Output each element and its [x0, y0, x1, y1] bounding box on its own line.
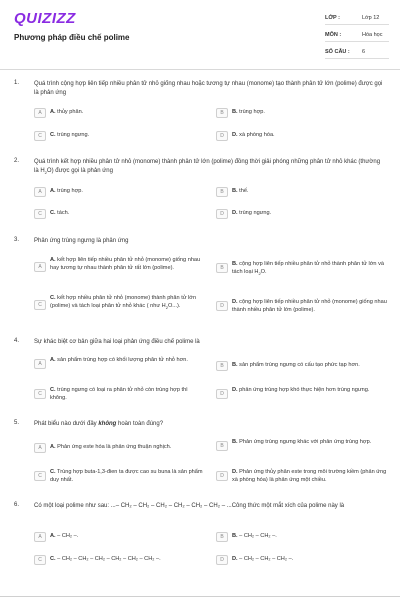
- worksheet-header: [0, 0, 400, 70]
- option-b[interactable]: [216, 438, 392, 451]
- option-text: thủy phân.: [57, 109, 84, 115]
- option-c[interactable]: [34, 294, 206, 311]
- meta-value: Hóa học: [362, 32, 383, 38]
- option-label: C.: [50, 210, 56, 216]
- question-number: 1.: [14, 80, 20, 86]
- option-label: C.: [50, 556, 56, 562]
- option-d[interactable]: [216, 555, 392, 565]
- option-text: thế.: [239, 188, 249, 194]
- option-c[interactable]: [34, 386, 206, 402]
- option-label: C.: [50, 132, 56, 138]
- option-label: C.: [50, 469, 56, 475]
- option-text: Phản ứng este hóa là phản ứng thuận nghịch.: [57, 444, 172, 450]
- option-letter: D: [216, 209, 228, 219]
- option-label: B.: [232, 439, 238, 445]
- option-c[interactable]: [34, 468, 206, 484]
- option-a[interactable]: [34, 256, 206, 272]
- option-letter: B: [216, 187, 228, 197]
- option-letter: A: [34, 532, 46, 542]
- divider: [325, 41, 389, 42]
- option-letter: C: [34, 555, 46, 565]
- option-letter: A: [34, 262, 46, 272]
- question-text: Quá trình cộng hợp liên tiếp nhiều phân tử nhỏ giống nhau hoặc tương tự nhau (monome) tạo thành phân tử lớn (polime) được gọi là phản ứng: [34, 81, 383, 96]
- option-a[interactable]: [34, 443, 206, 453]
- option-label: B.: [232, 533, 238, 539]
- page-title: Phương pháp điều chế polime: [14, 33, 130, 42]
- option-letter: D: [216, 131, 228, 141]
- option-d[interactable]: [216, 131, 388, 141]
- question-text: Sự khác biệt cơ bản giữa hai loại phản ứng điều chế polime là: [34, 339, 200, 345]
- meta-value: Lớp 12: [362, 15, 380, 21]
- option-b[interactable]: [216, 260, 392, 277]
- option-a[interactable]: [34, 187, 199, 197]
- option-text: cộng hợp liên tiếp nhiều phân tử nhỏ thành phân tử lớn và tách loại $H_2O$.: [232, 261, 384, 276]
- page-bottom-divider: [0, 596, 400, 597]
- option-text: – CH₂ – CH₂ –.: [239, 533, 277, 539]
- option-letter: C: [34, 471, 46, 481]
- option-letter: B: [216, 263, 228, 273]
- option-d[interactable]: [216, 468, 392, 484]
- option-text: cộng hợp liên tiếp nhiều phân tử nhỏ (monome) giống nhau thành nhiều phân tử lớn (polime).: [232, 299, 387, 313]
- option-letter: B: [216, 532, 228, 542]
- option-label: C.: [50, 295, 56, 301]
- option-letter: C: [34, 389, 46, 399]
- question-text: Phản ứng trùng ngưng là phản ứng: [34, 238, 129, 244]
- option-label: A.: [50, 257, 56, 263]
- option-letter: B: [216, 441, 228, 451]
- option-letter: B: [216, 108, 228, 118]
- option-text: xà phòng hóa.: [239, 132, 275, 138]
- option-c[interactable]: [34, 131, 199, 141]
- option-text: – CH₂ – CH₂ – CH₂ –.: [239, 556, 294, 562]
- question-number: 3.: [14, 237, 20, 243]
- option-text: kết hợp liên tiếp nhiều phân tử nhỏ (monome) giống nhau hay tương tự nhau thành phân tử rất lớn (polime).: [50, 257, 201, 271]
- option-label: D.: [232, 556, 238, 562]
- option-letter: A: [34, 359, 46, 369]
- option-text: phản ứng trùng hợp khó thực hiện hơn trùng ngưng.: [239, 387, 370, 393]
- question-text: Phát biểu nào dưới đây không hoàn toàn đúng?: [34, 421, 164, 427]
- question-text: Quá trình kết hợp nhiều phân tử nhỏ (monome) thành phân tử lớn (polime) đồng thời giải phóng những phân tử nhỏ khác (thường là $H_2O$) được gọi là phản ứng: [34, 159, 381, 175]
- meta-key: LỚP :: [325, 15, 340, 21]
- option-d[interactable]: [216, 386, 392, 399]
- option-text: Phản ứng trùng ngưng khác với phản ứng trùng hợp.: [239, 439, 372, 445]
- option-text: sản phẩm trùng ngưng có cấu tạo phức tạp hơn.: [239, 362, 360, 368]
- quizizz-logo[interactable]: QUIZIZZ: [14, 10, 76, 27]
- option-label: B.: [232, 261, 238, 267]
- option-text: Trùng hợp buta-1,3-đien ta được cao su buna là sản phẩm duy nhất.: [50, 469, 203, 483]
- option-letter: A: [34, 187, 46, 197]
- option-label: D.: [232, 387, 238, 393]
- option-label: B.: [232, 109, 238, 115]
- option-label: A.: [50, 357, 56, 363]
- question-text: Có một loại polime như sau: ...– CH₂ – CH₂ – CH₂ – CH₂ – CH₂ – CH₂ – ...Công thức một mắt xích của polime này là: [34, 503, 345, 509]
- option-a[interactable]: [34, 356, 206, 369]
- option-label: D.: [232, 210, 238, 216]
- meta-value: 6: [362, 49, 366, 55]
- option-text: Phản ứng thủy phân este trong môi trường kiềm (phản ứng xà phòng hóa) là phản ứng một chiều.: [232, 469, 387, 483]
- option-label: C.: [50, 387, 56, 393]
- option-b[interactable]: [216, 187, 388, 197]
- option-label: A.: [50, 109, 56, 115]
- option-text: trùng ngưng.: [57, 132, 90, 138]
- option-a[interactable]: [34, 532, 206, 542]
- option-text: trùng ngưng.: [239, 210, 272, 216]
- divider: [325, 24, 389, 25]
- divider: [325, 58, 389, 59]
- option-b[interactable]: [216, 361, 392, 371]
- option-letter: D: [216, 555, 228, 565]
- option-letter: A: [34, 443, 46, 453]
- option-label: A.: [50, 188, 56, 194]
- question-number: 2.: [14, 158, 20, 164]
- option-text: kết hợp nhiều phân tử nhỏ (monome) thành phân tử lớn (polime) và tách loại phân tử nhỏ khác ( như $H_2O$...).: [50, 295, 197, 310]
- meta-key: MÔN :: [325, 32, 342, 38]
- question-number: 5.: [14, 420, 20, 426]
- option-b[interactable]: [216, 108, 388, 118]
- option-label: D.: [232, 469, 238, 475]
- option-a[interactable]: [34, 108, 199, 118]
- option-d[interactable]: [216, 298, 392, 314]
- option-letter: C: [34, 300, 46, 310]
- option-letter: C: [34, 209, 46, 219]
- option-label: D.: [232, 299, 238, 305]
- option-text: tách.: [57, 210, 70, 216]
- option-text: – CH₂ – CH₂ – CH₂ – CH₂ – CH₂ – CH₂ –.: [57, 556, 161, 562]
- option-letter: C: [34, 131, 46, 141]
- meta-key: SỐ CÂU :: [325, 49, 350, 55]
- option-text: – CH₂ –.: [57, 533, 79, 539]
- option-text: trùng ngưng có loại ra phân tử nhỏ còn trùng hợp thì không.: [50, 387, 188, 401]
- question-number: 6.: [14, 502, 20, 508]
- option-label: A.: [50, 533, 56, 539]
- option-label: D.: [232, 132, 238, 138]
- question-number: 4.: [14, 338, 20, 344]
- option-label: B.: [232, 362, 238, 368]
- option-label: A.: [50, 444, 56, 450]
- option-text: sản phẩm trùng hợp có khối lượng phân tử nhỏ hơn.: [57, 357, 188, 363]
- option-d[interactable]: [216, 209, 388, 219]
- option-letter: D: [216, 471, 228, 481]
- option-label: B.: [232, 188, 238, 194]
- option-text: trùng hợp.: [57, 188, 83, 194]
- option-letter: B: [216, 361, 228, 371]
- option-c[interactable]: [34, 555, 206, 565]
- option-c[interactable]: [34, 209, 199, 219]
- option-letter: A: [34, 108, 46, 118]
- option-b[interactable]: [216, 532, 392, 542]
- option-letter: D: [216, 301, 228, 311]
- option-letter: D: [216, 389, 228, 399]
- option-text: trùng hợp.: [239, 109, 265, 115]
